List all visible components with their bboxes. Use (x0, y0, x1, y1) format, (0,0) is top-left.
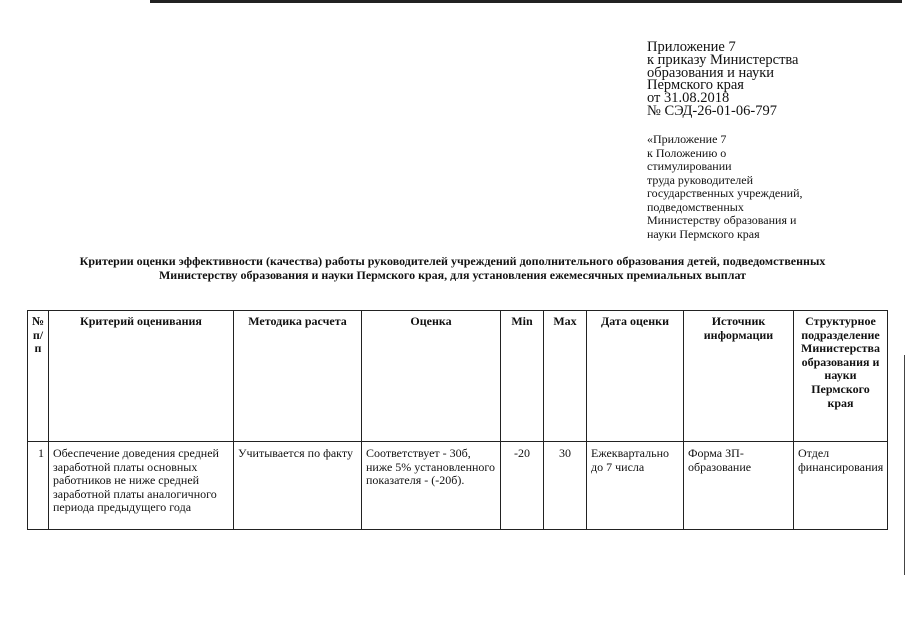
appendix-regulation-line: к Положению о (647, 145, 727, 160)
appendix-order-line: образования и науки (647, 64, 775, 81)
appendix-order-date: от 31.08.2018 (647, 90, 730, 107)
appendix-regulation-header (647, 133, 887, 241)
appendix-regulation-line: труда руководителей (647, 172, 754, 187)
appendix-regulation-line: подведомственных (647, 199, 744, 214)
cell-min: -20 (501, 442, 544, 530)
document-title-line-1: Критерии оценки эффективности (качества) работы руководителей учреждений дополнительного образования детей, подведомственных (79, 254, 826, 268)
table-row (28, 442, 888, 530)
cell-method: Учитывается по факту (234, 442, 362, 530)
header-criterion: Критерий оценивания (49, 311, 234, 442)
cell-date: Ежеквартально до 7 числа (587, 442, 684, 530)
cell-department: Отдел финансирования (794, 442, 888, 530)
appendix-order-line: к приказу Министерства (647, 51, 799, 68)
criteria-table (27, 310, 888, 530)
cell-max: 30 (544, 442, 587, 530)
header-number-line: № (31, 314, 45, 328)
cell-criterion: Обеспечение доведения средней заработной платы основных работников не ниже средней заработной платы аналогичного периода предыдущего года (49, 442, 234, 530)
header-assessment: Оценка (362, 311, 501, 442)
appendix-order-line: Приложение 7 (647, 39, 736, 55)
table-header-row (28, 311, 888, 442)
header-number-line: п (34, 341, 42, 356)
cell-assessment: Соответствует - 30б, ниже 5% установленного показателя - (-20б). (362, 442, 501, 530)
header-max: Max (544, 311, 587, 442)
header-method: Методика расчета (234, 311, 362, 442)
appendix-regulation-line: «Приложение 7 (647, 132, 727, 146)
document-title-line-2: Министерству образования и науки Пермского края, для установления ежемесячных премиальных выплат (158, 268, 747, 282)
header-number (28, 311, 49, 442)
header-number-line: п/ (32, 327, 44, 342)
top-border-line (150, 0, 902, 3)
cell-number: 1 (28, 442, 49, 530)
header-min: Min (501, 311, 544, 442)
cell-source: Форма ЗП-образование (684, 442, 794, 530)
header-department: Структурное подразделение Министерства образования и науки Пермского края (794, 311, 888, 442)
header-date: Дата оценки (587, 311, 684, 442)
appendix-order-header (647, 41, 887, 118)
appendix-regulation-line: государственных учреждений, (647, 186, 803, 200)
appendix-regulation-line: стимулировании (647, 159, 732, 173)
appendix-regulation-line: Министерству образования и (647, 213, 797, 227)
appendix-order-line: Пермского края (647, 77, 744, 94)
appendix-order-number: № СЭД-26-01-06-797 (647, 102, 777, 119)
appendix-regulation-line: науки Пермского края (647, 226, 760, 241)
document-title (44, 254, 861, 282)
header-source: Источник информации (684, 311, 794, 442)
